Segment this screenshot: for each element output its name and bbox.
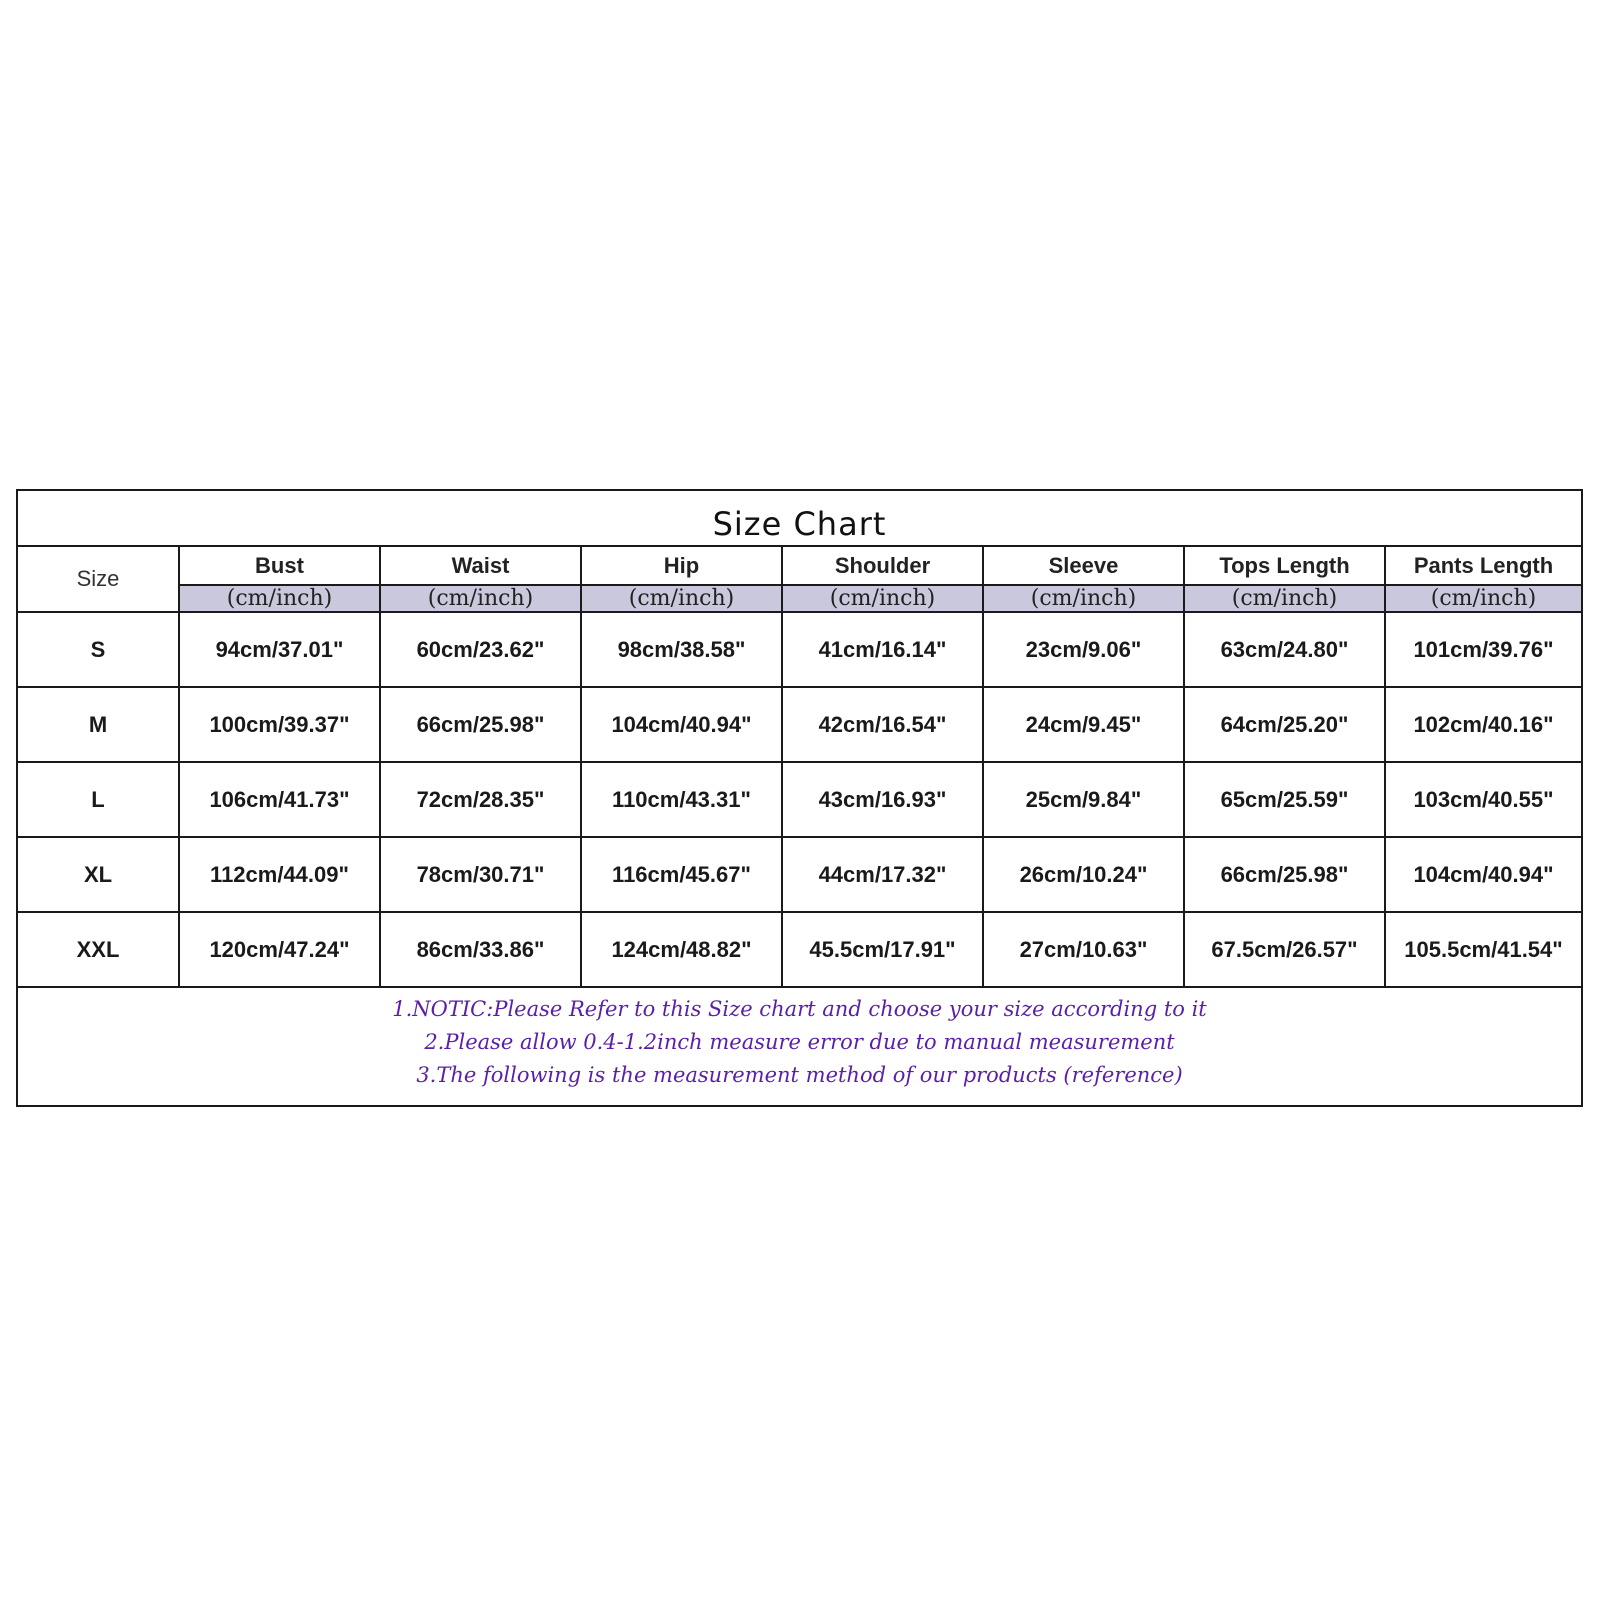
table-row xyxy=(18,612,1581,687)
measurement-cell: 86cm/33.86" xyxy=(380,912,581,987)
measurement-cell: 44cm/17.32" xyxy=(782,837,983,912)
measurement-cell: 112cm/44.09" xyxy=(179,837,380,912)
size-label: XXL xyxy=(18,912,179,987)
measurement-cell: 120cm/47.24" xyxy=(179,912,380,987)
table-row xyxy=(18,837,1581,912)
measurement-cell: 94cm/37.01" xyxy=(179,612,380,687)
measurement-cell: 110cm/43.31" xyxy=(581,762,782,837)
column-header: Tops Length xyxy=(1184,547,1385,585)
size-label: L xyxy=(18,762,179,837)
measurement-cell: 45.5cm/17.91" xyxy=(782,912,983,987)
column-header: Waist xyxy=(380,547,581,585)
size-label: M xyxy=(18,687,179,762)
note-line: 3.The following is the measurement method of our products (reference) xyxy=(416,1063,1183,1087)
measurement-cell: 26cm/10.24" xyxy=(983,837,1184,912)
size-table xyxy=(18,547,1581,988)
unit-label: (cm/inch) xyxy=(581,585,782,612)
measurement-cell: 106cm/41.73" xyxy=(179,762,380,837)
unit-label: (cm/inch) xyxy=(983,585,1184,612)
measurement-cell: 124cm/48.82" xyxy=(581,912,782,987)
measurement-cell: 66cm/25.98" xyxy=(1184,837,1385,912)
measurement-cell: 101cm/39.76" xyxy=(1385,612,1581,687)
unit-label: (cm/inch) xyxy=(1385,585,1581,612)
measurement-cell: 98cm/38.58" xyxy=(581,612,782,687)
measurement-cell: 24cm/9.45" xyxy=(983,687,1184,762)
measurement-cell: 42cm/16.54" xyxy=(782,687,983,762)
measurement-cell: 41cm/16.14" xyxy=(782,612,983,687)
table-row xyxy=(18,762,1581,837)
unit-label: (cm/inch) xyxy=(179,585,380,612)
measurement-cell: 27cm/10.63" xyxy=(983,912,1184,987)
measurement-cell: 67.5cm/26.57" xyxy=(1184,912,1385,987)
size-column-header: Size xyxy=(18,547,179,612)
size-chart xyxy=(16,489,1583,1107)
column-header: Hip xyxy=(581,547,782,585)
note-line: 2.Please allow 0.4-1.2inch measure error due to manual measurement xyxy=(424,1030,1175,1054)
unit-label: (cm/inch) xyxy=(782,585,983,612)
unit-label: (cm/inch) xyxy=(380,585,581,612)
measurement-cell: 25cm/9.84" xyxy=(983,762,1184,837)
size-chart-title: Size Chart xyxy=(712,505,887,543)
column-header: Shoulder xyxy=(782,547,983,585)
column-header: Sleeve xyxy=(983,547,1184,585)
measurement-cell: 105.5cm/41.54" xyxy=(1385,912,1581,987)
unit-label: (cm/inch) xyxy=(1184,585,1385,612)
measurement-cell: 100cm/39.37" xyxy=(179,687,380,762)
measurement-cell: 104cm/40.94" xyxy=(1385,837,1581,912)
column-header: Bust xyxy=(179,547,380,585)
notes-section xyxy=(18,993,1581,1092)
measurement-cell: 103cm/40.55" xyxy=(1385,762,1581,837)
table-row xyxy=(18,912,1581,987)
table-row xyxy=(18,687,1581,762)
unit-row xyxy=(18,585,1581,612)
size-label: S xyxy=(18,612,179,687)
measurement-cell: 65cm/25.59" xyxy=(1184,762,1385,837)
size-label: XL xyxy=(18,837,179,912)
header-row xyxy=(18,547,1581,585)
column-header: Pants Length xyxy=(1385,547,1581,585)
measurement-cell: 66cm/25.98" xyxy=(380,687,581,762)
measurement-cell: 102cm/40.16" xyxy=(1385,687,1581,762)
size-chart-title-row xyxy=(18,491,1581,547)
note-line: 1.NOTIC:Please Refer to this Size chart and choose your size according to it xyxy=(392,997,1207,1021)
measurement-cell: 104cm/40.94" xyxy=(581,687,782,762)
measurement-cell: 72cm/28.35" xyxy=(380,762,581,837)
measurement-cell: 64cm/25.20" xyxy=(1184,687,1385,762)
measurement-cell: 23cm/9.06" xyxy=(983,612,1184,687)
measurement-cell: 43cm/16.93" xyxy=(782,762,983,837)
measurement-cell: 63cm/24.80" xyxy=(1184,612,1385,687)
measurement-cell: 116cm/45.67" xyxy=(581,837,782,912)
measurement-cell: 60cm/23.62" xyxy=(380,612,581,687)
measurement-cell: 78cm/30.71" xyxy=(380,837,581,912)
